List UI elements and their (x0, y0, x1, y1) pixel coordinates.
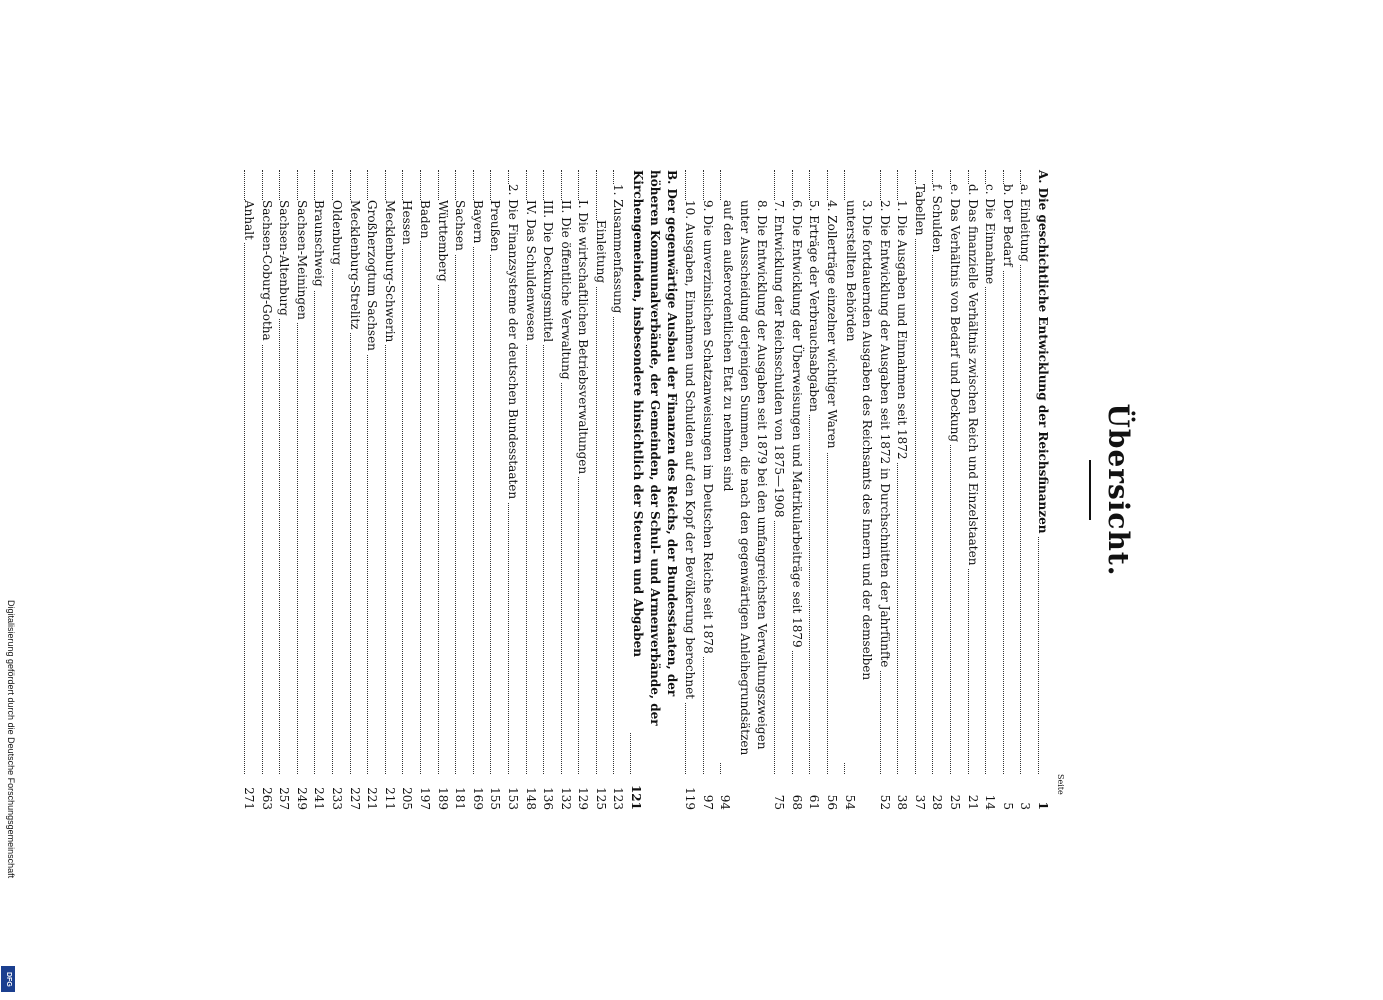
toc-entry (503, 170, 521, 810)
toc-entry-label: II. Die öffentliche Verwaltung (556, 200, 574, 383)
table-of-contents (239, 170, 1051, 810)
toc-entry-page: 148 (523, 787, 538, 810)
leader-dots (915, 170, 928, 774)
toc-entry (840, 170, 875, 810)
page-title: Übersicht. (1102, 403, 1135, 577)
toc-entry (451, 170, 469, 810)
toc-entry (770, 170, 788, 810)
toc-entry (875, 170, 893, 810)
toc-entry (928, 170, 946, 810)
toc-entry-label: A. Die geschichtliche Entwicklung der Reichsfinanzen (1033, 170, 1051, 536)
toc-entry-label: Einleitung (591, 220, 609, 286)
toc-entry (380, 170, 398, 810)
toc-entry-page: 249 (294, 787, 309, 810)
toc-entry (681, 170, 699, 810)
leader-dots (455, 170, 468, 774)
toc-entry-label: III. Die Deckungsmittel (539, 200, 557, 345)
toc-entry-page: 181 (453, 787, 468, 810)
toc-entry-page: 56 (825, 794, 840, 810)
toc-entry-label: IV. Das Schuldenwesen (521, 200, 539, 344)
toc-entry-page: 52 (877, 794, 892, 810)
rotated-content (155, 170, 1135, 810)
toc-entry-page: 21 (965, 794, 980, 810)
toc-entry-label: 10. Ausgaben, Einnahmen und Schulden auf den Kopf der Bevölkerung berechnet (681, 200, 699, 702)
toc-entry-page: 263 (259, 787, 274, 810)
toc-entry (716, 170, 770, 810)
toc-entry (239, 170, 257, 810)
toc-entry-label: 7. Entwicklung der Reichsschulden von 1875—1908 (770, 200, 788, 521)
toc-entry (822, 170, 840, 810)
toc-entry-page: 38 (895, 794, 910, 810)
toc-entry-page: 189 (435, 787, 450, 810)
leader-dots (402, 170, 415, 774)
toc-entry-label: Mecklenburg-Schwerin (380, 200, 398, 345)
toc-entry-label: 5. Erträge der Verbrauchsabgaben (805, 200, 823, 415)
toc-entry (257, 170, 275, 810)
leader-dots (244, 170, 257, 774)
toc-entry (539, 170, 557, 810)
toc-entry (805, 170, 823, 810)
toc-entry-page: 123 (611, 787, 626, 810)
toc-entry-page: 136 (541, 787, 556, 810)
toc-entry-page: 153 (505, 787, 520, 810)
toc-entry-page: 197 (417, 787, 432, 810)
toc-entry-label: B. Der gegenwärtige Ausbau der Finanzen des Reichs, der Bundesstaaten, der höheren Kommunalverbände, der Gemeinden, der Schul- und Armenverbände, der Kirchengemeinden, insbesondere hinsichtlich der Steuern und Abgaben (630, 170, 681, 733)
toc-entry (275, 170, 293, 810)
toc-entry-label: Sachsen-Altenburg (275, 200, 293, 319)
toc-entry-page: 54 (842, 794, 857, 810)
toc-entry (345, 170, 363, 810)
toc-entry-label: 4. Zollerträge einzelner wichtiger Waren (822, 200, 840, 452)
toc-entry-label: Oldenburg (327, 200, 345, 268)
toc-entry-label: e. Das Verhältnis von Bedarf und Deckung (945, 184, 963, 445)
toc-entry (893, 170, 911, 810)
toc-entry-page: 257 (277, 787, 292, 810)
toc-entry (963, 170, 981, 810)
toc-entry-page: 132 (558, 787, 573, 810)
toc-entry-page: 227 (347, 787, 362, 810)
toc-entry (910, 170, 928, 810)
toc-entry (327, 170, 345, 810)
toc-entry-page: 205 (400, 787, 415, 810)
toc-entry-label: 1. Die Ausgaben und Einnahmen seit 1872 (893, 200, 911, 463)
toc-entry-label: f. Schulden (928, 184, 946, 255)
toc-entry-label: Sachsen-Meiningen (292, 200, 310, 323)
toc-entry (521, 170, 539, 810)
toc-entry-label: 2. Die Entwicklung der Ausgaben seit 1872 in Durchschnitten der Jahrfünfte (875, 200, 893, 670)
funding-note: Digitalisierung gefördert durch die Deutsche Forschungsgemeinschaft (6, 600, 16, 879)
toc-entry-label: b. Der Bedarf (998, 184, 1016, 270)
toc-entry (981, 170, 999, 810)
toc-entry-page: 155 (488, 787, 503, 810)
toc-entry-label: 3. Die fortdauernden Ausgaben des Reichsamts des Innern und der demselben unterstellten Behörden (843, 200, 875, 763)
toc-entry-page: 119 (683, 787, 698, 810)
leader-dots (932, 170, 945, 774)
toc-entry-label: d. Das finanzielle Verhältnis zwischen Reich und Einzelstaaten (963, 184, 981, 568)
toc-entry (574, 170, 592, 810)
toc-entry (292, 170, 310, 810)
toc-entry (398, 170, 416, 810)
toc-entry-page: 14 (983, 794, 998, 810)
toc-entry-page: 3 (1018, 802, 1033, 810)
toc-entry-label: Tabellen (910, 184, 928, 239)
leader-dots (473, 170, 486, 774)
toc-entry-page: 25 (948, 794, 963, 810)
toc-entry-label: Sachsen (451, 200, 469, 254)
toc-entry (945, 170, 963, 810)
toc-entry-page: 129 (576, 787, 591, 810)
toc-entry-label: Preußen (486, 200, 504, 255)
toc-entry-label: 8. Die Entwicklung der Ausgaben seit 1879 bei den umfangreichsten Verwaltungszweigen unter Ausscheidung derjenigen Summen, die nach den gegenwärtigen Anleihegrundsätzen auf den außerordentlichen Etat zu nehmen sind (719, 200, 770, 763)
toc-entry-label: Großherzogtum Sachsen (363, 200, 381, 354)
toc-entry (698, 170, 716, 810)
leader-dots (420, 170, 433, 774)
seite-label: Seite (1056, 774, 1065, 795)
toc-entry-page: 221 (365, 787, 380, 810)
toc-entry-page: 37 (912, 794, 927, 810)
toc-entry-label: Mecklenburg-Strelitz (345, 200, 363, 333)
toc-entry (627, 170, 681, 810)
toc-entry-label: Sachsen-Coburg-Gotha (257, 200, 275, 344)
toc-entry-page: 75 (772, 794, 787, 810)
toc-entry-page: 94 (718, 794, 733, 810)
funding-sidebar (4, 600, 16, 995)
toc-entry (415, 170, 433, 810)
toc-entry-page: 271 (242, 787, 257, 810)
toc-entry-page: 233 (330, 787, 344, 810)
toc-entry-label: I. Die wirtschaftlichen Betriebsverwaltungen (574, 200, 592, 477)
toc-entry (363, 170, 381, 810)
toc-entry-page: 125 (593, 787, 608, 810)
toc-entry (591, 170, 609, 810)
toc-entry (468, 170, 486, 810)
toc-entry (787, 170, 805, 810)
toc-entry (998, 170, 1016, 810)
toc-entry-label: Hessen (398, 200, 416, 248)
toc-entry (609, 170, 627, 810)
toc-entry-page: 121 (629, 784, 644, 810)
toc-entry (1033, 170, 1051, 810)
toc-entry-page: 28 (930, 794, 945, 810)
toc-entry-label: Braunschweig (310, 200, 328, 290)
title-rule (1089, 460, 1091, 520)
toc-entry-page: 68 (789, 794, 804, 810)
toc-entry-page: 61 (807, 794, 822, 810)
toc-entry-page: 241 (312, 787, 327, 810)
toc-entry (433, 170, 451, 810)
leader-dots (490, 170, 503, 774)
toc-entry-page: 211 (382, 787, 397, 810)
toc-entry-label: 6. Die Entwicklung der Überweisungen und Matrikularbeiträge seit 1879 (787, 200, 805, 651)
toc-entry-label: Württemberg (433, 200, 451, 285)
toc-entry (486, 170, 504, 810)
toc-entry-page: 5 (1000, 802, 1015, 810)
toc-entry (310, 170, 328, 810)
toc-entry-label: a. Einleitung (1016, 184, 1034, 265)
toc-entry-label: Baden (415, 200, 433, 241)
toc-entry-page: 169 (470, 787, 485, 810)
dfg-logo: DFG (1, 966, 15, 992)
toc-entry-label: Anhalt (239, 200, 257, 243)
toc-entry-label: Bayern (468, 200, 486, 246)
toc-entry (556, 170, 574, 810)
toc-entry-label: 2. Die Finanzsysteme der deutschen Bundesstaaten (503, 184, 521, 502)
toc-entry-page: 97 (700, 794, 715, 810)
toc-entry-page: 1 (1036, 801, 1050, 810)
toc-entry-label: c. Die Einnahme (981, 184, 999, 287)
toc-entry-label: 9. Die unverzinslichen Schatzanweisungen im Deutschen Reiche seit 1878 (698, 200, 716, 657)
toc-entry (1016, 170, 1034, 810)
toc-entry-label: 1. Zusammenfassung (609, 184, 627, 316)
